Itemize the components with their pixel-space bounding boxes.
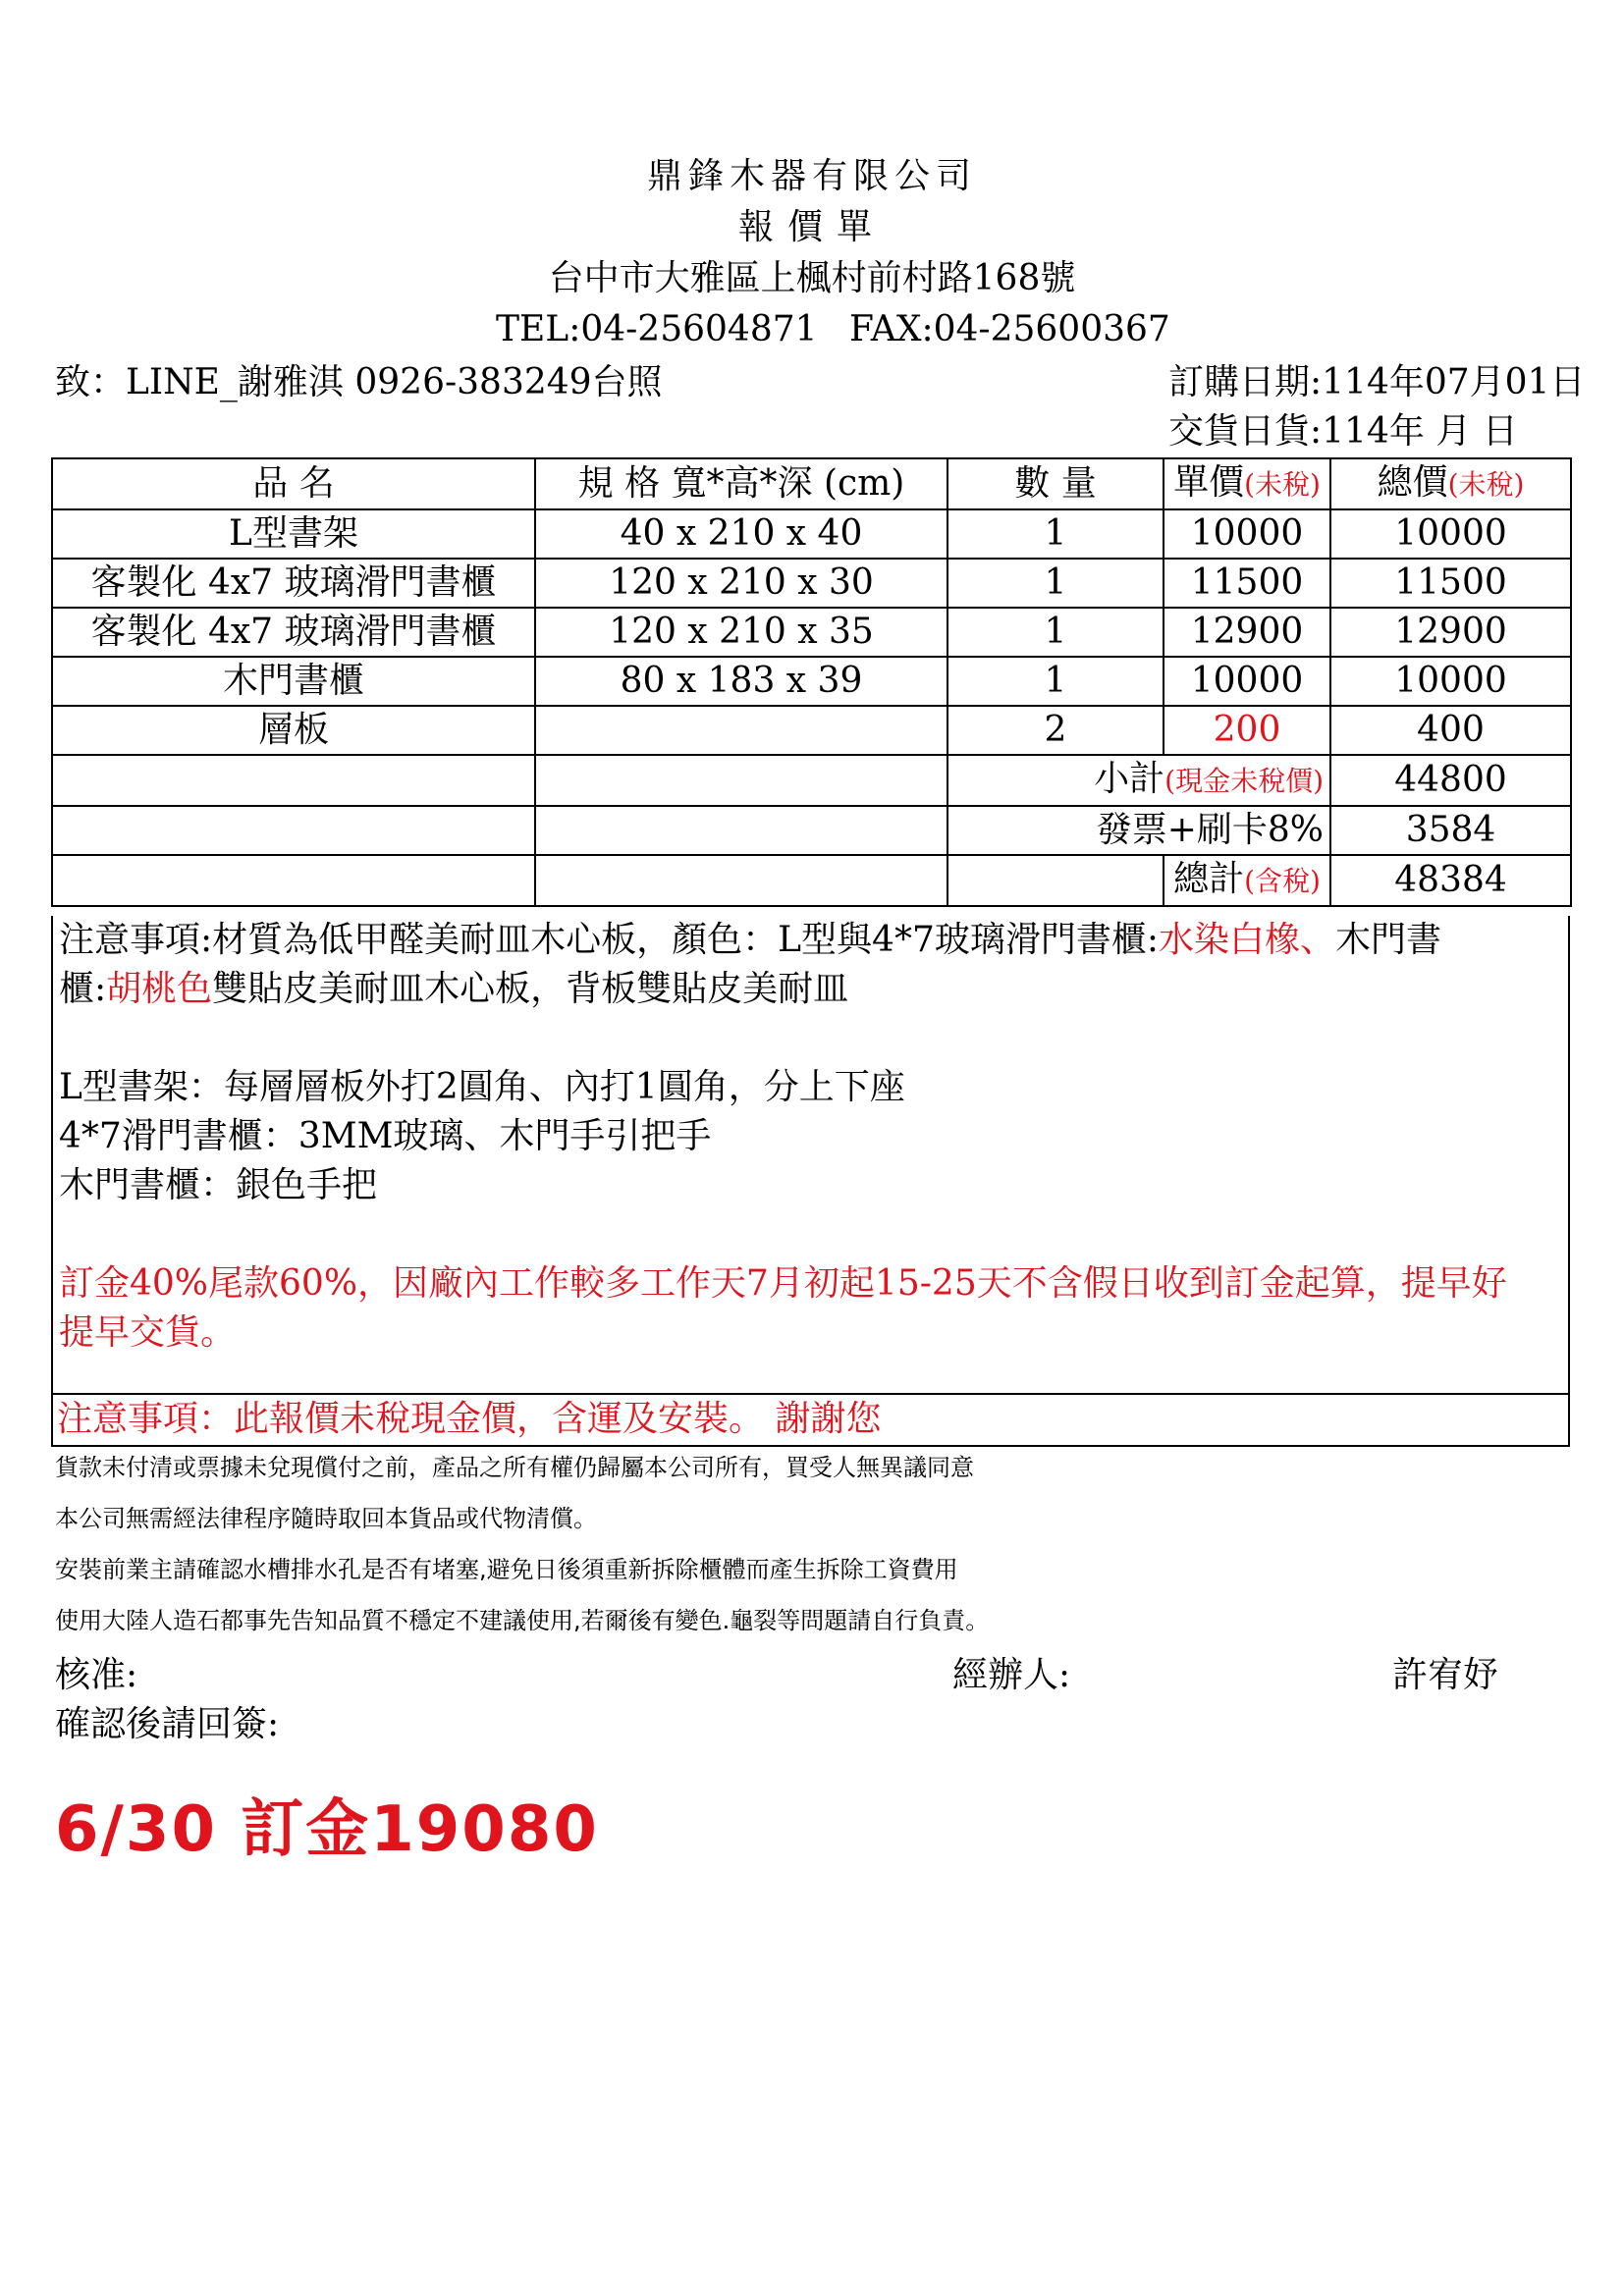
row-total-price: 10000 <box>1330 509 1571 559</box>
row-spec: 120 x 210 x 35 <box>535 608 947 657</box>
header-name: 品 名 <box>52 458 535 509</box>
row-unit-price: 10000 <box>1164 657 1330 706</box>
terms-line: 安裝前業主請確認水槽排水孔是否有堵塞,避免日後須重新拆除櫃體而產生拆除工資費用 <box>55 1556 958 1583</box>
row-name: L型書架 <box>52 509 535 559</box>
quote-table <box>51 457 1572 907</box>
row-total-price: 11500 <box>1330 559 1571 608</box>
header-total-price <box>1330 458 1571 509</box>
row-spec: 120 x 210 x 30 <box>535 559 947 608</box>
material-text: 雙貼皮美耐皿木心板，背板雙貼皮美耐皿 <box>212 969 849 1009</box>
final-note-box <box>51 1393 1570 1447</box>
table-row <box>52 657 1571 706</box>
handler-name: 許宥妤 <box>1392 1655 1499 1695</box>
grand-total-value: 48384 <box>1330 855 1571 906</box>
invoice-row <box>52 806 1571 855</box>
empty-cell <box>52 855 535 906</box>
document-title: 報價單 <box>737 207 886 247</box>
notes-box <box>51 916 1570 1395</box>
row-unit-price: 10000 <box>1164 509 1330 559</box>
total-price-note: (未稅) <box>1447 468 1525 501</box>
row-qty: 1 <box>947 559 1164 608</box>
note-glass-cabinet: 4*7滑門書櫃：3MM玻璃、木門手引把手 <box>59 1116 712 1156</box>
confirm-sign-label: 確認後請回簽: <box>55 1704 280 1744</box>
table-header-row <box>52 458 1571 509</box>
order-date: 訂購日期:114年07月01日 <box>1168 362 1586 402</box>
note-l-shelf: L型書架：每層層板外打2圓角、內打1圓角，分上下座 <box>59 1067 905 1107</box>
note-door-cabinet: 木門書櫃：銀色手把 <box>59 1165 378 1205</box>
company-fax: FAX:04-25600367 <box>849 309 1170 349</box>
terms-line: 本公司無需經法律程序隨時取回本貨品或代物清償。 <box>55 1505 597 1532</box>
total-price-label: 總價 <box>1377 462 1448 503</box>
terms-line: 使用大陸人造石都事先告知品質不穩定不建議使用,若爾後有變色.龜裂等問題請自行負責。 <box>55 1607 990 1634</box>
material-text: 櫃: <box>59 969 107 1009</box>
row-name: 層板 <box>52 706 535 755</box>
row-spec <box>535 706 947 755</box>
handler-label: 經辦人: <box>952 1655 1071 1695</box>
grand-total-label: 總計 <box>1173 859 1245 899</box>
row-qty: 1 <box>947 657 1164 706</box>
company-name: 鼎鋒木器有限公司 <box>646 156 977 196</box>
company-address: 台中市大雅區上楓村前村路168號 <box>548 258 1076 298</box>
empty-cell <box>52 806 535 855</box>
color-white-oak: 水染白橡、 <box>1158 920 1335 960</box>
row-name: 木門書櫃 <box>52 657 535 706</box>
table-row <box>52 509 1571 559</box>
unit-price-label: 單價 <box>1173 462 1245 503</box>
subtotal-note: (現金未稅價) <box>1164 765 1324 797</box>
empty-cell <box>535 755 947 806</box>
header-spec: 規 格 寬*高*深 (cm) <box>535 458 947 509</box>
row-unit-price: 200 <box>1164 706 1330 755</box>
row-total-price: 400 <box>1330 706 1571 755</box>
final-note: 注意事項：此報價未稅現金價，含運及安裝。 謝謝您 <box>57 1399 882 1439</box>
header-unit-price <box>1164 458 1330 509</box>
company-tel: TEL:04-25604871 <box>496 309 818 349</box>
deposit-note-line2: 提早交貨。 <box>59 1312 237 1353</box>
invoice-label: 發票+刷卡8% <box>947 806 1330 855</box>
deposit-note-line1: 訂金40%尾款60%，因廠內工作較多工作天7月初起15-25天不含假日收到訂金起算，提早好 <box>59 1263 1507 1304</box>
row-total-price: 12900 <box>1330 608 1571 657</box>
row-unit-price: 12900 <box>1164 608 1330 657</box>
invoice-value: 3584 <box>1330 806 1571 855</box>
empty-cell <box>535 855 947 906</box>
subtotal-label: 小計 <box>1094 759 1165 799</box>
row-spec: 80 x 183 x 39 <box>535 657 947 706</box>
deposit-annotation: 6/30 訂金19080 <box>55 1793 599 1866</box>
header-qty: 數 量 <box>947 458 1164 509</box>
row-unit-price: 11500 <box>1164 559 1330 608</box>
row-qty: 1 <box>947 608 1164 657</box>
table-row <box>52 608 1571 657</box>
delivery-date: 交貨日貨:114年 月 日 <box>1168 411 1518 452</box>
recipient-line: 致：LINE_謝雅淇 0926-383249台照 <box>55 362 663 402</box>
row-spec: 40 x 210 x 40 <box>535 509 947 559</box>
subtotal-label-cell <box>947 755 1330 806</box>
subtotal-row <box>52 755 1571 806</box>
row-qty: 1 <box>947 509 1164 559</box>
unit-price-note: (未稅) <box>1244 468 1321 501</box>
material-note <box>59 916 1561 1014</box>
row-qty: 2 <box>947 706 1164 755</box>
empty-cell <box>535 806 947 855</box>
color-walnut: 胡桃色 <box>106 969 213 1009</box>
table-row <box>52 559 1571 608</box>
row-total-price: 10000 <box>1330 657 1571 706</box>
subtotal-value: 44800 <box>1330 755 1571 806</box>
material-text: 注意事項:材質為低甲醛美耐皿木心板，顏色：L型與4*7玻璃滑門書櫃: <box>59 920 1159 960</box>
grand-total-label-cell <box>1164 855 1330 906</box>
empty-cell <box>52 755 535 806</box>
terms-line: 貨款未付清或票據未兌現償付之前，產品之所有權仍歸屬本公司所有，買受人無異議同意 <box>55 1454 974 1481</box>
empty-cell <box>947 855 1164 906</box>
row-name: 客製化 4x7 玻璃滑門書櫃 <box>52 559 535 608</box>
row-name: 客製化 4x7 玻璃滑門書櫃 <box>52 608 535 657</box>
material-text: 木門書 <box>1335 920 1442 960</box>
table-row <box>52 706 1571 755</box>
grand-total-row <box>52 855 1571 906</box>
approve-label: 核准: <box>55 1655 138 1695</box>
grand-total-note: (含稅) <box>1244 865 1321 897</box>
